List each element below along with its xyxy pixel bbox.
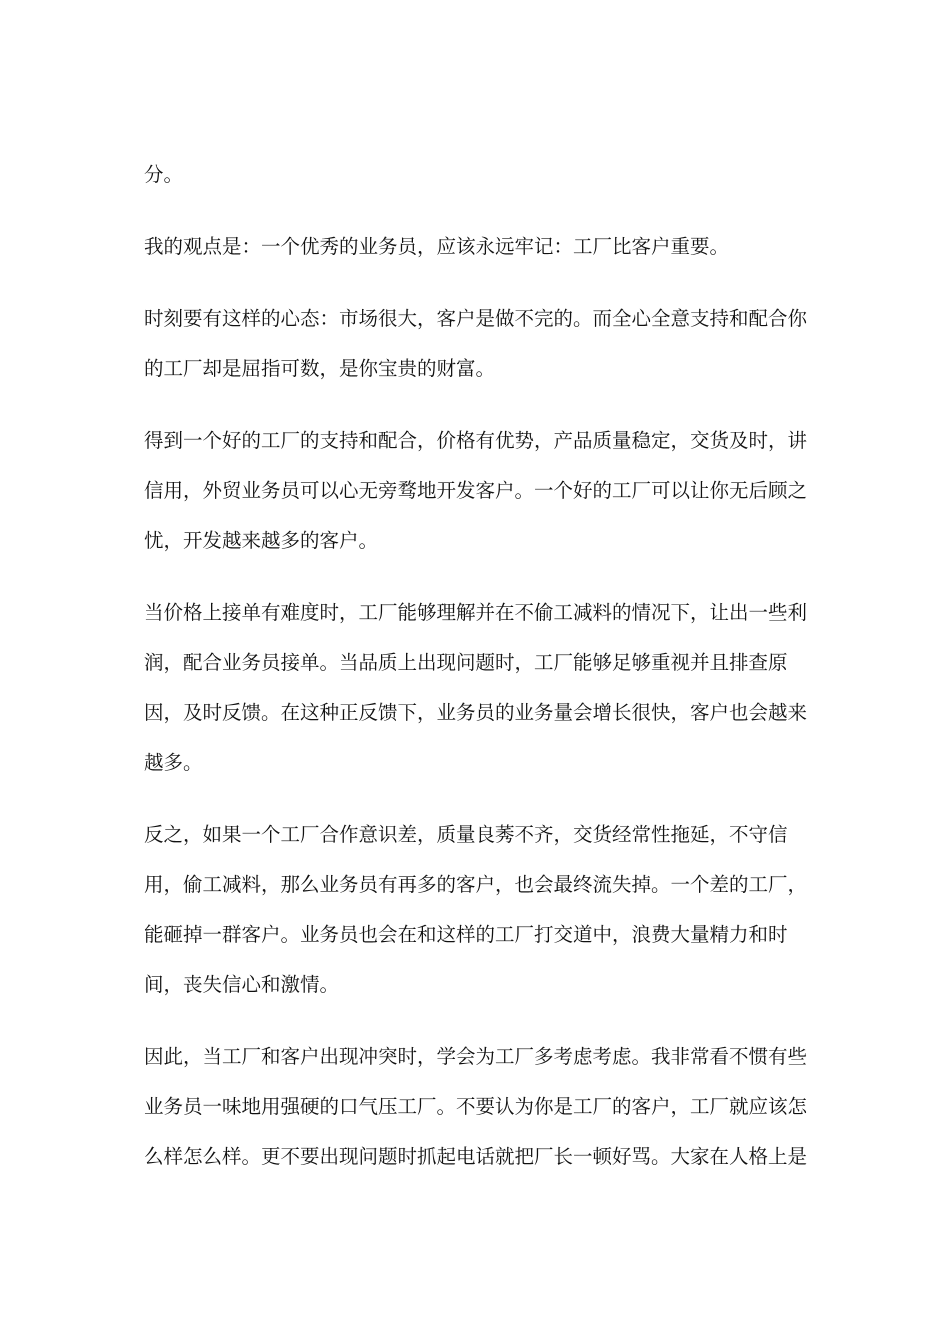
- text-line: 忧，开发越来越多的客户。: [144, 529, 379, 552]
- text-line: 用，偷工减料，那么业务员有再多的客户，也会最终流失掉。一个差的工厂，: [144, 873, 808, 896]
- text-line: 时刻要有这样的心态：市场很大，客户是做不完的。而全心全意支持和配合你: [144, 307, 808, 330]
- paragraph-1: [144, 150, 800, 200]
- text-line: 润，配合业务员接单。当品质上出现问题时，工厂能够足够重视并且排查原: [144, 651, 788, 674]
- paragraph-3: [144, 294, 808, 394]
- text-line: 业务员一味地用强硬的口气压工厂。不要认为你是工厂的客户，工厂就应该怎: [144, 1095, 808, 1118]
- document-body: [144, 150, 808, 1204]
- paragraph-2: [144, 222, 800, 272]
- text-line: 因，及时反馈。在这种正反馈下，业务员的业务量会增长很快，客户也会越来: [144, 701, 808, 724]
- paragraph-5: [144, 588, 808, 788]
- text-line: 我的观点是：一个优秀的业务员，应该永远牢记：工厂比客户重要。: [144, 235, 730, 258]
- paragraph-6: [144, 810, 808, 1010]
- text-line: 间，丧失信心和激情。: [144, 973, 340, 996]
- text-line: 因此，当工厂和客户出现冲突时，学会为工厂多考虑考虑。我非常看不惯有些: [144, 1045, 808, 1068]
- paragraph-4: [144, 416, 808, 566]
- text-line: 能砸掉一群客户。业务员也会在和这样的工厂打交道中，浪费大量精力和时: [144, 923, 788, 946]
- text-line: 分。: [144, 163, 184, 186]
- text-line: 么样怎么样。更不要出现问题时抓起电话就把厂长一顿好骂。大家在人格上是: [144, 1145, 808, 1168]
- paragraph-7: [144, 1032, 808, 1182]
- text-line: 的工厂却是屈指可数，是你宝贵的财富。: [144, 357, 496, 380]
- text-line: 越多。: [144, 751, 203, 774]
- text-line: 得到一个好的工厂的支持和配合，价格有优势，产品质量稳定，交货及时，讲: [144, 429, 808, 452]
- text-line: 当价格上接单有难度时，工厂能够理解并在不偷工减料的情况下，让出一些利: [144, 601, 808, 624]
- text-line: 反之，如果一个工厂合作意识差，质量良莠不齐，交货经常性拖延，不守信: [144, 823, 788, 846]
- text-line: 信用，外贸业务员可以心无旁骛地开发客户。一个好的工厂可以让你无后顾之: [144, 479, 808, 502]
